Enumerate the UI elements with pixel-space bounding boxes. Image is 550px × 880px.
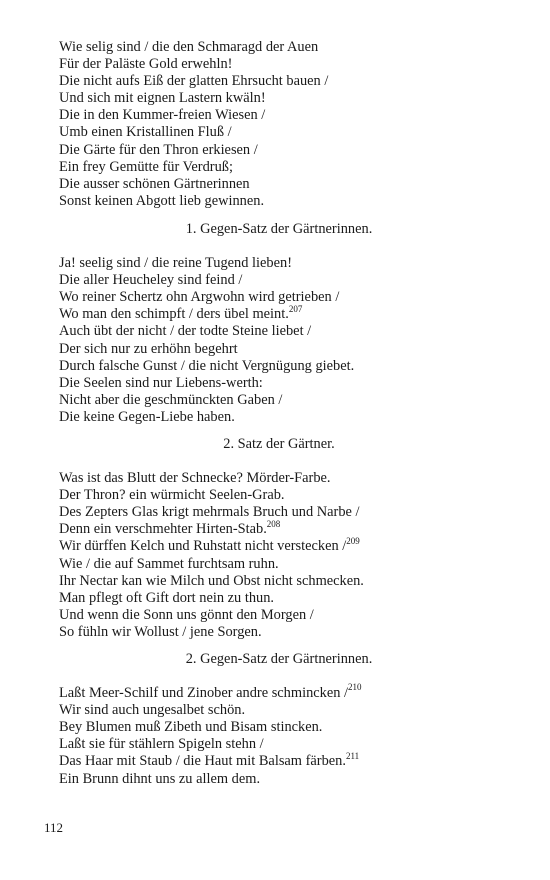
verse-line [59, 702, 499, 719]
verse-line [59, 392, 499, 409]
footnote-marker[interactable]: 210 [348, 682, 362, 693]
verse-line [59, 142, 499, 159]
verse-line [59, 771, 499, 788]
verse-text: Wo man den schimpft / ders übel meint. [59, 306, 289, 323]
verse-line [59, 518, 499, 538]
verse-line [59, 375, 499, 392]
verse-text: Wie / die auf Sammet furchtsam ruhn. [59, 555, 279, 572]
verse-text: Wir sind auch ungesalbet schön. [59, 702, 246, 719]
verse-line [59, 289, 499, 306]
verse-text: Die aller Heucheley sind feind / [59, 272, 243, 289]
verse-text: So fühln wir Wollust / jene Sorgen. [59, 623, 262, 640]
verse-text: Wo reiner Schertz ohn Argwohn wird getrieben / [59, 289, 340, 306]
verse-text: Die ausser schönen Gärtnerinnen [59, 175, 250, 192]
verse-line [59, 409, 499, 426]
verse-line [59, 124, 499, 141]
verse-text: Für der Paläste Gold erwehln! [59, 56, 233, 73]
verse-text: Was ist das Blutt der Schnecke? Mörder-Farbe. [59, 470, 331, 487]
verse-text: Ein frey Gemütte für Verdruß; [59, 158, 233, 175]
verse-line [59, 56, 499, 73]
verse-line [59, 323, 499, 340]
verse-text: Ihr Nectar kan wie Milch und Obst nicht schmecken. [59, 572, 364, 589]
footnote-marker[interactable]: 211 [345, 750, 360, 761]
verse-text: Das Haar mit Staub / die Haut mit Balsam färben. [59, 753, 346, 770]
footnote-marker[interactable]: 209 [346, 535, 360, 546]
verse-text: Auch übt der nicht / der todte Steine liebet / [59, 323, 312, 340]
verse-text: Die Gärte für den Thron erkiesen / [59, 141, 258, 158]
stanza [59, 39, 499, 210]
verse-line [59, 556, 499, 573]
verse-text: Die nicht aufs Eiß der glatten Ehrsucht bauen / [59, 73, 329, 90]
verse-text: Und wenn die Sonn uns gönnt den Morgen / [59, 606, 314, 623]
verse-text: Ein Brunn dihnt uns zu allem dem. [59, 770, 261, 787]
verse-line [59, 303, 499, 323]
verse-line [59, 487, 499, 504]
verse-text: Wir dürffen Kelch und Ruhstatt nicht verstecken / [59, 538, 347, 555]
verse-line [59, 750, 499, 770]
verse-text: Die in den Kummer-freien Wiesen / [59, 107, 266, 124]
verse-text: Der sich nur zu erhöhn begehrt [59, 340, 238, 357]
section-heading: 2. Gegen-Satz der Gärtnerinnen. [185, 651, 373, 667]
stanza [59, 682, 499, 788]
verse-text: Ja! seelig sind / die reine Tugend lieben! [59, 255, 293, 272]
stanza [59, 470, 499, 641]
footnote-marker[interactable]: 207 [288, 303, 303, 314]
verse-line [59, 624, 499, 641]
verse-text: Laßt Meer-Schilf und Zinober andre schmincken / [59, 685, 349, 702]
verse-line [59, 719, 499, 736]
verse-line [59, 358, 499, 375]
verse-line [59, 341, 499, 358]
verse-line [59, 736, 499, 753]
verse-text: Die keine Gegen-Liebe haben. [59, 408, 235, 425]
verse-text: Umb einen Kristallinen Fluß / [59, 124, 232, 141]
section-heading: 2. Satz der Gärtner. [223, 435, 335, 452]
verse-line [59, 590, 499, 607]
verse-line [59, 607, 499, 624]
verse-line [59, 255, 499, 272]
verse-line [59, 573, 499, 590]
verse-text: Des Zepters Glas krigt mehrmals Bruch und Narbe / [59, 504, 360, 521]
verse-text: Der Thron? ein würmicht Seelen-Grab. [59, 487, 285, 504]
verse-line [59, 90, 499, 107]
verse-text: Denn ein verschmehter Hirten-Stab. [59, 521, 267, 538]
verse-line [59, 682, 499, 702]
footnote-marker[interactable]: 208 [266, 518, 281, 529]
verse-text: Die Seelen sind nur Liebens-werth: [59, 374, 263, 391]
verse-text: Durch falsche Gunst / die nicht Vergnügung giebet. [59, 357, 355, 374]
page-number: 112 [44, 820, 64, 835]
verse-line [59, 73, 499, 90]
verse-line [59, 159, 499, 176]
verse-line [59, 193, 499, 210]
verse-line [59, 39, 499, 56]
verse-line [59, 535, 499, 555]
verse-line [59, 176, 499, 193]
verse-text: Und sich mit eignen Lastern kwäln! [59, 90, 266, 107]
verse-line [59, 107, 499, 124]
verse-text: Nicht aber die geschmünckten Gaben / [59, 391, 283, 408]
verse-text: Laßt sie für stählern Spigeln stehn / [59, 736, 264, 753]
verse-line [59, 470, 499, 487]
verse-line [59, 272, 499, 289]
stanza [59, 255, 499, 426]
verse-text: Bey Blumen muß Zibeth und Bisam stincken. [59, 719, 323, 736]
section-heading: 1. Gegen-Satz der Gärtnerinnen. [185, 220, 373, 237]
verse-text: Man pflegt oft Gift dort nein zu thun. [59, 589, 275, 606]
poem-text [59, 39, 499, 788]
verse-text: Wie selig sind / die den Schmaragd der Auen [59, 39, 319, 55]
verse-text: Sonst keinen Abgott lieb gewinnen. [59, 192, 265, 209]
